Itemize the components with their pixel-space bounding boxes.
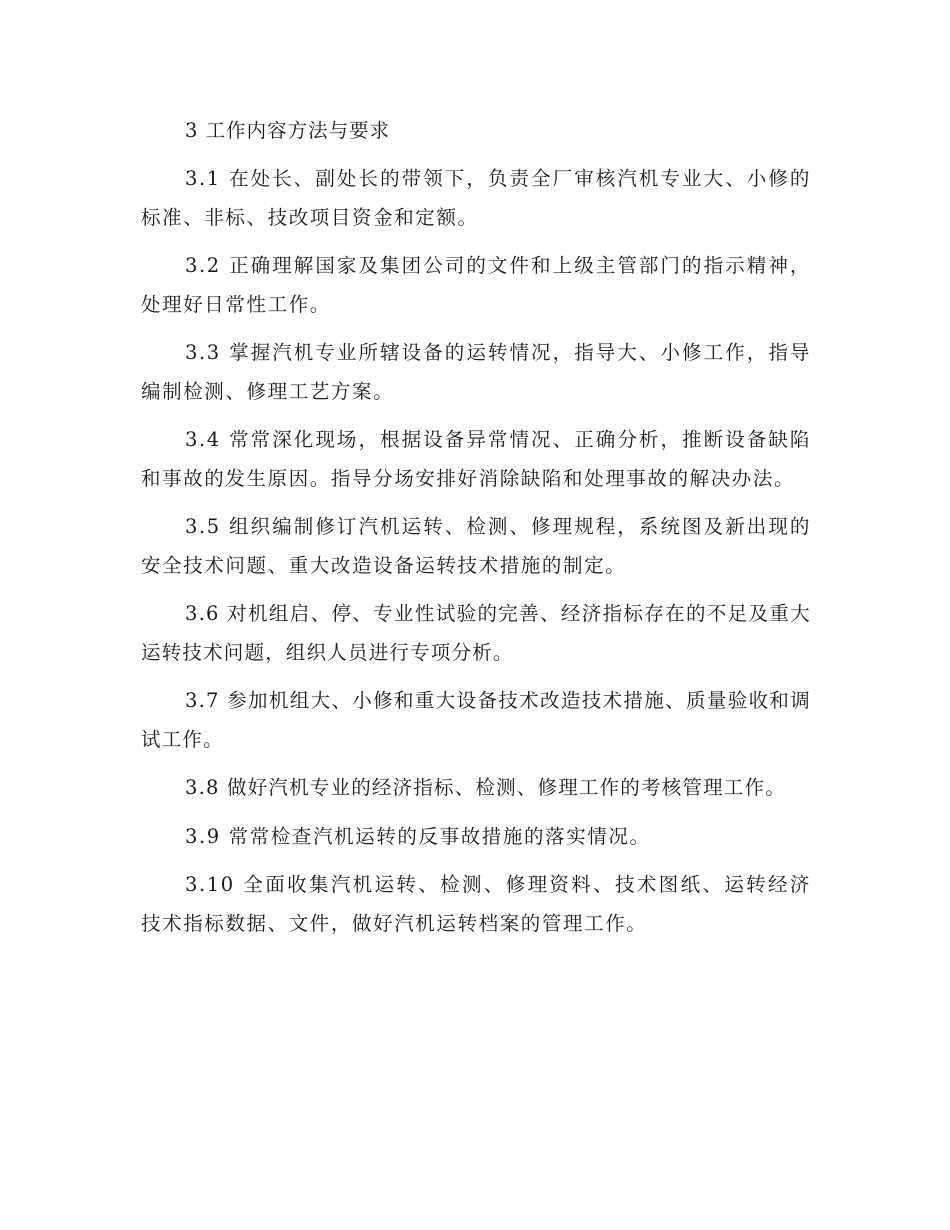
paragraph-3-9: 3.9 常常检查汽机运转的反事故措施的落实情况。 (185, 824, 651, 848)
paragraph-3-7: 3.7 参加机组大、小修和重大设备技术改造技术措施、质量验收和调试工作。 (141, 689, 811, 751)
paragraph-3-8: 3.8 做好汽机专业的经济指标、检测、修理工作的考核管理工作。 (185, 776, 786, 799)
paragraph-3-6: 3.6 对机组启、停、专业性试验的完善、经济指标存在的不足及重大运转技术问题，组织人员进行专项分析。 (141, 602, 811, 664)
paragraph-3-10: 3.10 全面收集汽机运转、检测、修理资料、技术图纸、运转经济技术指标数据、文件，做好汽机运转档案的管理工作。 (141, 873, 811, 935)
section-heading: 3 工作内容方法与要求 (185, 119, 391, 142)
paragraph-3-5: 3.5 组织编制修订汽机运转、检测、修理规程，系统图及新出现的安全技术问题、重大改造设备运转技术措施的制定。 (141, 515, 811, 577)
document-body (141, 112, 811, 943)
paragraph-3-1: 3.1 在处长、副处长的带领下，负责全厂审核汽机专业大、小修的标准、非标、技改项目资金和定额。 (141, 167, 811, 229)
paragraph-3-4: 3.4 常常深化现场，根据设备异常情况、正确分析，推断设备缺陷和事故的发生原因。指导分场安排好消除缺陷和处理事故的解决办法。 (141, 428, 811, 490)
paragraph-3-2: 3.2 正确理解国家及集团公司的文件和上级主管部门的指示精神，处理好日常性工作。 (141, 254, 811, 316)
paragraph-3-3: 3.3 掌握汽机专业所辖设备的运转情况，指导大、小修工作，指导编制检测、修理工艺方案。 (141, 341, 811, 403)
